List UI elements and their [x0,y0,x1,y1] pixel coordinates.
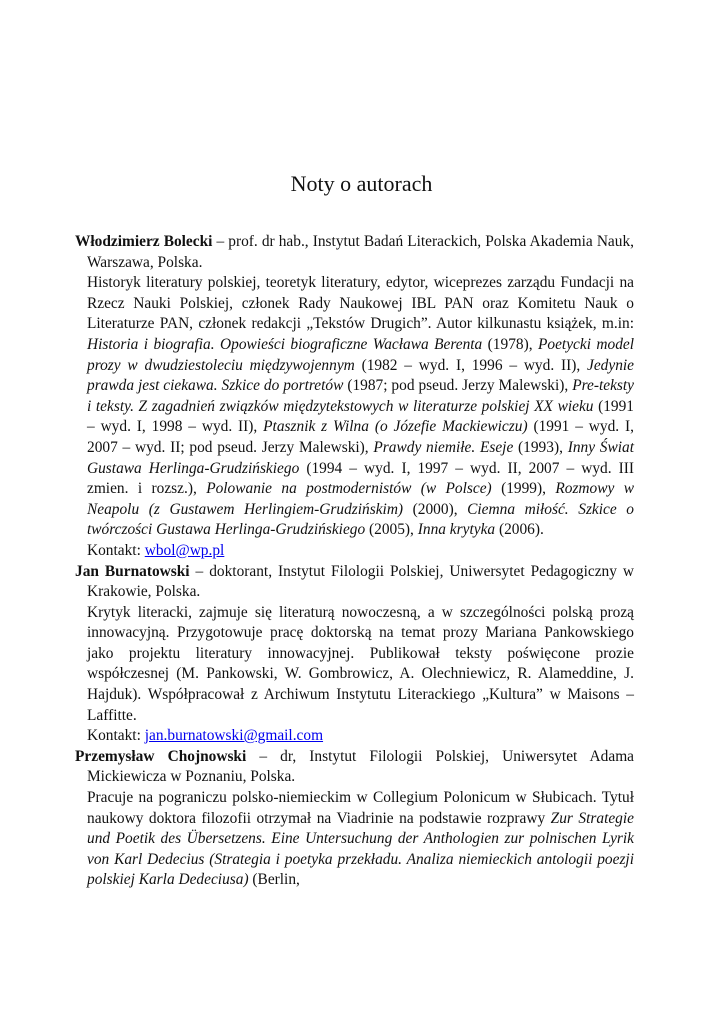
email-link[interactable]: wbol@wp.pl [144,541,225,559]
author-name: Jan Burnatowski [75,562,190,580]
bio-text: Pracuje na pograniczu polsko-niemieckim w Collegium Polonicum w Słubicach. Tytuł naukowy doktora filozofii otrzymał na Viadrinie na podstawie rozprawy [87,789,634,827]
contact-label: Kontakt: [87,541,141,559]
author-bio [75,788,634,891]
bio-text: (1999), [491,480,556,498]
bio-text: (Berlin, [248,871,300,889]
author-intro [75,232,634,273]
bio-text: (1987; pod pseud. Jerzy Malewski), [343,377,573,395]
bio-text: (1991 – wyd. I, 1998 – wyd. II), [87,397,635,436]
book-title: Jedynie prawda jest ciekawa. Szkice do portretów [87,356,635,395]
book-title: Zur Strategie und Poetik des Übersetzens. Eine Untersuchung der Anthologien zur polnischen Lyrik von Karl Dedecius (Strategia i poetyka przekładu. Analiza niemieckich antologii poezji polskiej Karla Dedeciusa) [87,809,634,889]
book-title: Ciemna miłość. Szkice o twórczości Gustawa Herlinga-Grudzińskiego [87,500,634,539]
book-title: Ptasznik z Wilna (o Józefie Mackiewiczu) [263,418,528,436]
author-entry [75,747,634,891]
bio-text: (1982 – wyd. I, 1996 – wyd. II), [354,356,588,374]
bio-text: (2000), [403,500,468,518]
book-title: Pre-teksty i teksty. Z zagadnień związków międzytekstowych w literaturze polskiej XX wieku [87,377,634,415]
contact-label: Kontakt: [87,727,141,745]
book-title: Polowanie na postmodernistów (w Polsce) [206,480,492,498]
bio-text: (1991 – wyd. I, 2007 – wyd. II; pod pseud. Jerzy Malewski), [87,418,634,456]
author-intro [75,562,634,603]
book-title: Inny Świat Gustawa Herlinga-Grudzińskiego [87,438,635,477]
author-affiliation: – prof. dr hab., Instytut Badań Literackich, Polska Akademia Nauk, Warszawa, Polska. [87,233,634,271]
bio-text: (1978), [482,335,538,353]
author-bio [75,273,634,541]
book-title: Historia i biografia. Opowieści biograficzne Wacława Berenta [87,335,483,353]
author-entry [75,232,634,562]
book-title: Prawdy niemiłe. Eseje [373,438,514,456]
author-affiliation: – dr, Instytut Filologii Polskiej, Uniwersytet Adama Mickiewicza w Poznaniu, Polska. [87,747,635,786]
book-title: Inna krytyka [417,521,496,539]
book-title: Rozmowy w Neapolu (z Gustawem Herlingiem-Grudzińskim) [87,480,634,518]
author-name: Przemysław Chojnowski [75,747,247,765]
bio-text: Krytyk literacki, zajmuje się literaturą nowoczesną, a w szczególności polską prozą innowacyjną. Przygotowuje pracę doktorską na temat prozy Mariana Pankowskiego jako projektu literatury innowacyjnej. Publikował teksty poświęcone prozie współczesnej (M. Pankowski, W. Gombrowicz, A. Olechniewicz, R. Alameddine, J. Hajduk). Współpracował z Archiwum Instytutu Literackiego „Kultura” w Maisons – Laffitte. [87,603,634,724]
author-contact [75,726,634,747]
author-bio [75,603,634,727]
author-entry [75,562,634,747]
book-title: Poetycki model prozy w dwudziestoleciu międzywojennym [87,335,635,374]
author-intro [75,747,634,788]
author-name: Włodzimierz Bolecki [75,233,213,250]
page-title: Noty o autorach [290,171,433,196]
author-notes [75,232,634,891]
email-link[interactable]: jan.burnatowski@gmail.com [144,727,324,745]
bio-text: (2006). [495,521,544,539]
author-contact [75,541,634,562]
author-affiliation: – doktorant, Instytut Filologii Polskiej, Uniwersytet Pedagogiczny w Krakowie, Polska. [87,562,634,601]
bio-text: (1993), [513,438,568,456]
bio-text: (1994 – wyd. I, 1997 – wyd. II, 2007 – wyd. III zmien. i rozsz.), [87,459,634,498]
bio-text: (2005), [365,521,418,539]
bio-text: Historyk literatury polskiej, teoretyk literatury, edytor, wiceprezes zarządu Fundacji na Rzecz Nauki Polskiej, członek Rady Naukowej IBL PAN oraz Komitetu Nauk o Literaturze PAN, członek redakcji „Tekstów Drugich”. Autor kilkunastu książek, m.in: [87,274,634,333]
